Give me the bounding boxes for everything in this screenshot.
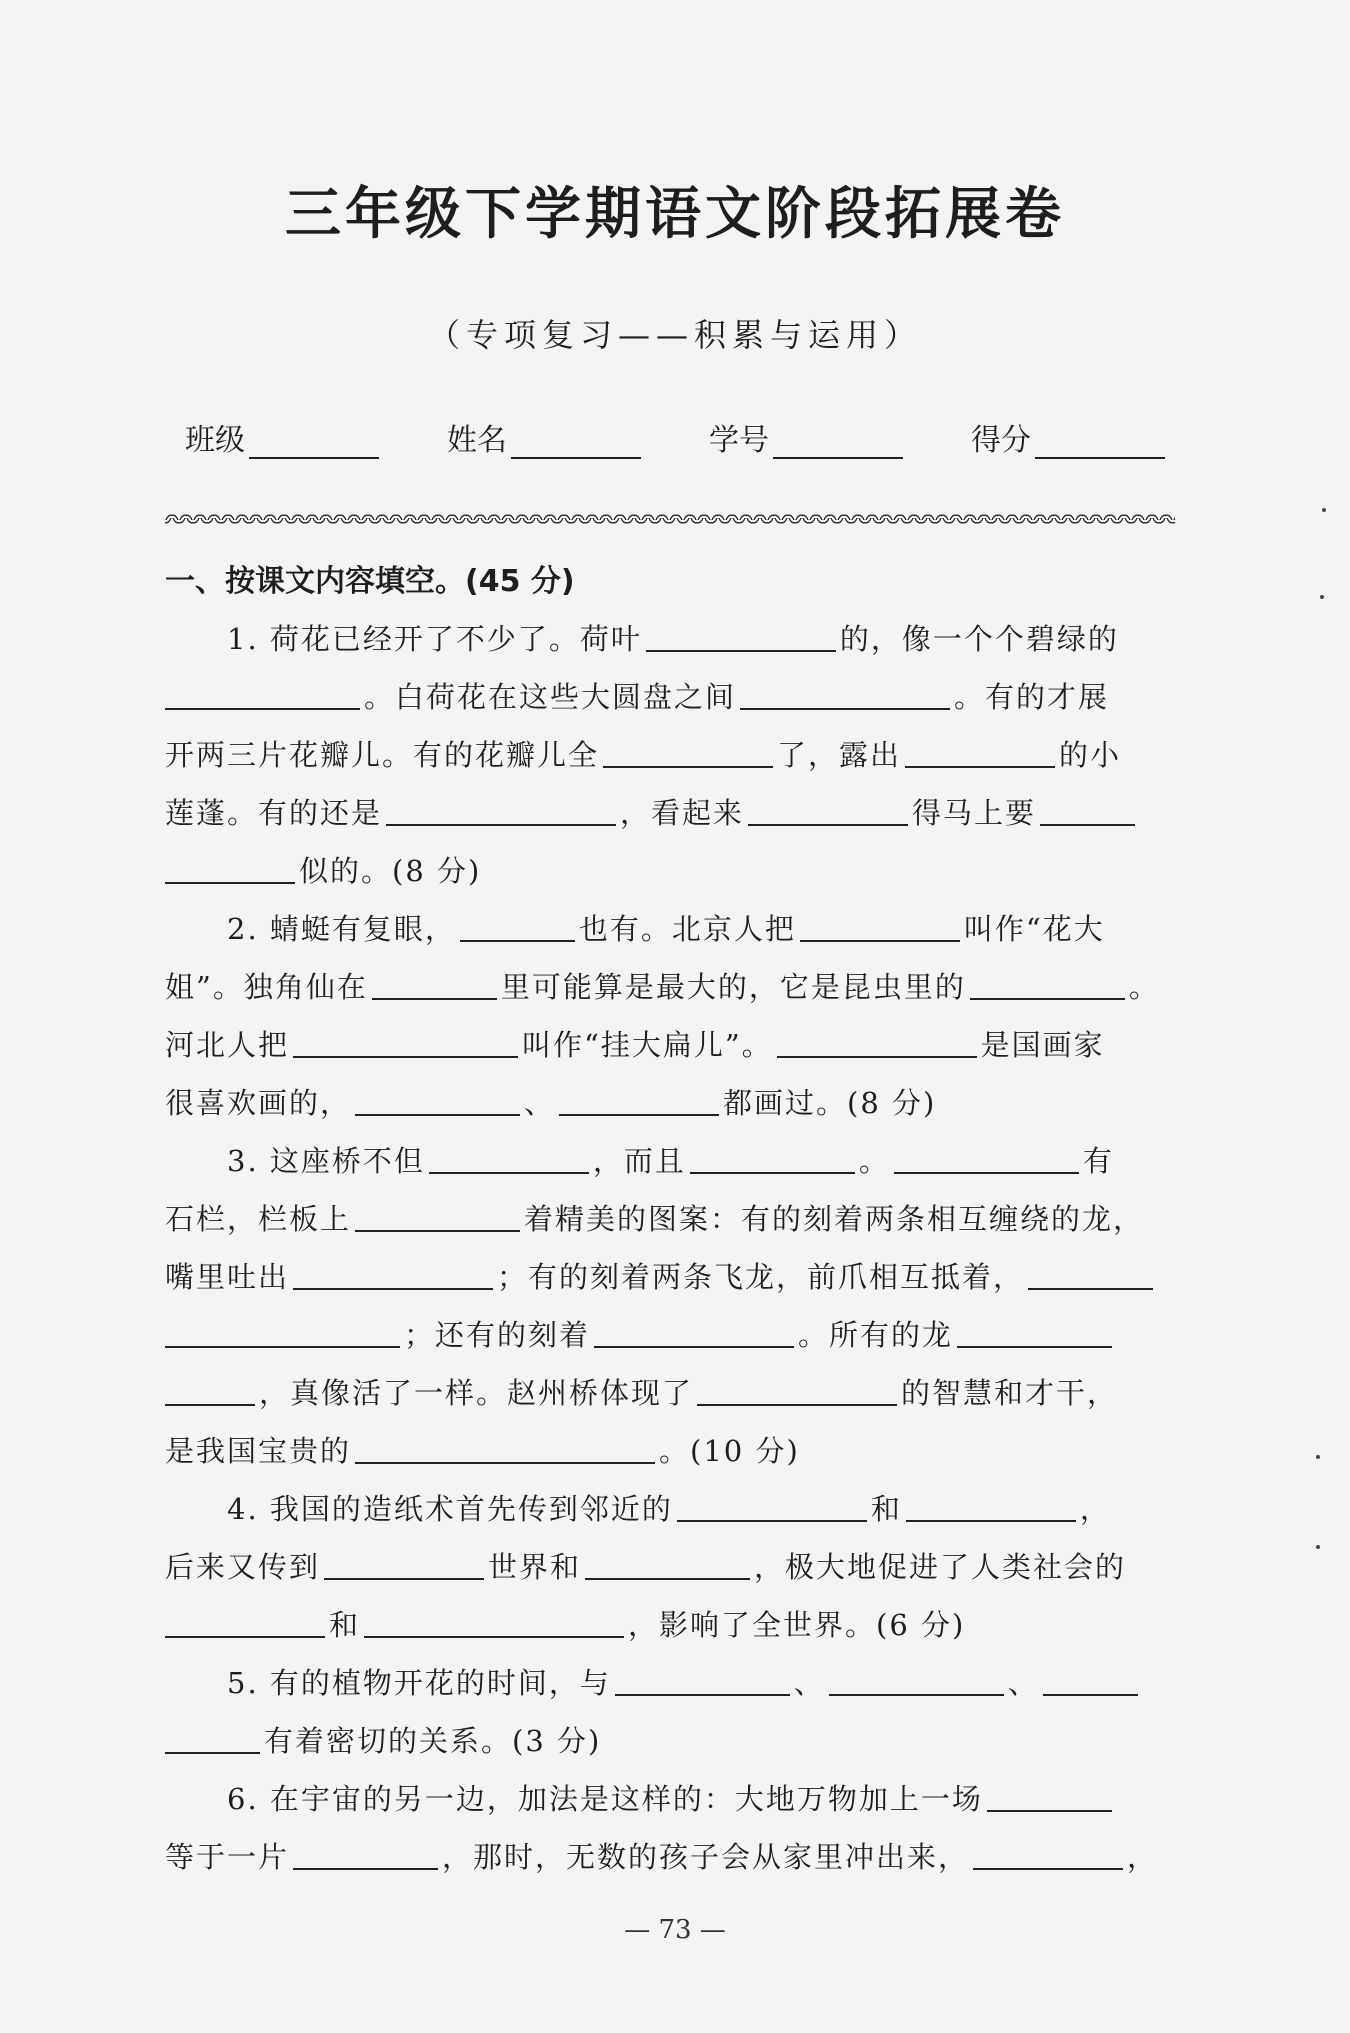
- answer-blank[interactable]: [646, 626, 836, 652]
- text-segment: 。有的才展: [954, 680, 1110, 714]
- answer-blank[interactable]: [165, 1728, 260, 1754]
- answer-blank[interactable]: [1040, 800, 1135, 826]
- text-segment: 的，像一个个碧绿的: [839, 622, 1119, 656]
- text-segment: ，: [1079, 1492, 1111, 1526]
- text-line: [165, 1712, 1175, 1770]
- text-segment: ，那时，无数的孩子会从家里冲出来，: [442, 1840, 970, 1874]
- score-field: [971, 415, 1165, 459]
- answer-blank[interactable]: [905, 742, 1055, 768]
- text-segment: ；还有的刻着: [404, 1318, 591, 1352]
- answer-blank[interactable]: [957, 1322, 1112, 1348]
- score-blank[interactable]: [1035, 427, 1165, 459]
- text-line: [165, 1480, 1175, 1538]
- answer-blank[interactable]: [585, 1554, 750, 1580]
- text-segment: 姐”。独角仙在: [165, 970, 368, 1004]
- answer-blank[interactable]: [894, 1148, 1079, 1174]
- answer-blank[interactable]: [970, 974, 1125, 1000]
- text-segment: ，极大地促进了人类社会的: [754, 1550, 1127, 1584]
- answer-blank[interactable]: [1028, 1264, 1153, 1290]
- text-segment: ，真像活了一样。赵州桥体现了: [259, 1376, 694, 1410]
- answer-blank[interactable]: [355, 1438, 655, 1464]
- answer-blank[interactable]: [829, 1670, 1004, 1696]
- text-segment: ，: [1127, 1840, 1159, 1874]
- text-line: [165, 1596, 1175, 1654]
- scan-speck: [1316, 1545, 1320, 1549]
- answer-blank[interactable]: [165, 684, 360, 710]
- question-body: [165, 610, 1175, 1886]
- text-line: [165, 1190, 1175, 1248]
- text-segment: 有: [1082, 1144, 1114, 1178]
- text-segment: 石栏，栏板上: [165, 1202, 352, 1236]
- text-segment: 着精美的图案：有的刻着两条相互缠绕的龙，: [524, 1202, 1145, 1236]
- answer-blank[interactable]: [615, 1670, 790, 1696]
- answer-blank[interactable]: [386, 800, 616, 826]
- text-line: [165, 1422, 1175, 1480]
- wavy-divider: [165, 512, 1175, 526]
- answer-blank[interactable]: [603, 742, 773, 768]
- score-label: 得分: [971, 423, 1031, 458]
- answer-blank[interactable]: [748, 800, 908, 826]
- text-segment: ，看起来: [620, 796, 745, 830]
- text-segment: 。白荷花在这些大圆盘之间: [364, 680, 737, 714]
- answer-blank[interactable]: [987, 1786, 1112, 1812]
- text-line: [165, 726, 1175, 784]
- class-field: [185, 415, 379, 459]
- text-segment: 。: [858, 1144, 890, 1178]
- text-segment: 莲蓬。有的还是: [165, 796, 383, 830]
- class-label: 班级: [185, 423, 245, 458]
- text-segment: 1. 荷花已经开了不少了。荷叶: [227, 622, 642, 656]
- answer-blank[interactable]: [355, 1206, 520, 1232]
- answer-blank[interactable]: [697, 1380, 897, 1406]
- answer-blank[interactable]: [293, 1264, 493, 1290]
- text-segment: 6. 在宇宙的另一边，加法是这样的：大地万物加上一场: [227, 1782, 983, 1816]
- text-segment: 也有。北京人把: [578, 912, 796, 946]
- answer-blank[interactable]: [777, 1032, 977, 1058]
- text-segment: ；有的刻着两条飞龙，前爪相互抵着，: [497, 1260, 1025, 1294]
- text-line: [165, 784, 1175, 842]
- text-line: [165, 842, 1175, 900]
- answer-blank[interactable]: [293, 1032, 518, 1058]
- answer-blank[interactable]: [355, 1090, 520, 1116]
- text-line: [165, 958, 1175, 1016]
- answer-blank[interactable]: [973, 1844, 1123, 1870]
- answer-blank[interactable]: [594, 1322, 794, 1348]
- answer-blank[interactable]: [165, 1612, 325, 1638]
- scan-speck: [1322, 508, 1326, 512]
- text-line: [165, 1248, 1175, 1306]
- text-line: [165, 1306, 1175, 1364]
- text-segment: ，影响了全世界。(6 分): [628, 1608, 966, 1642]
- answer-blank[interactable]: [906, 1496, 1076, 1522]
- page-subtitle: （专项复习——积累与运用）: [427, 316, 922, 354]
- text-segment: 等于一片: [165, 1840, 290, 1874]
- text-segment: 的小: [1059, 738, 1122, 772]
- text-segment: 有着密切的关系。(3 分): [264, 1724, 602, 1758]
- text-line: [165, 1828, 1175, 1886]
- answer-blank[interactable]: [460, 916, 575, 942]
- text-segment: 河北人把: [165, 1028, 290, 1062]
- text-segment: 得马上要: [912, 796, 1037, 830]
- text-line: [165, 1074, 1175, 1132]
- text-segment: 是国画家: [980, 1028, 1105, 1062]
- number-label: 学号: [709, 423, 769, 458]
- text-segment: 。: [1128, 970, 1160, 1004]
- text-segment: 了，露出: [777, 738, 902, 772]
- answer-blank[interactable]: [429, 1148, 589, 1174]
- text-segment: 是我国宝贵的: [165, 1434, 352, 1468]
- text-segment: 。(10 分): [659, 1434, 800, 1468]
- answer-blank[interactable]: [293, 1844, 438, 1870]
- answer-blank[interactable]: [324, 1554, 484, 1580]
- text-segment: 嘴里吐出: [165, 1260, 290, 1294]
- text-line: [165, 1654, 1175, 1712]
- text-segment: 和: [329, 1608, 361, 1642]
- text-line: [165, 1538, 1175, 1596]
- answer-blank[interactable]: [165, 858, 295, 884]
- text-line: [165, 668, 1175, 726]
- text-segment: 的智慧和才干，: [901, 1376, 1119, 1410]
- name-blank[interactable]: [511, 427, 641, 459]
- scan-speck: [1320, 595, 1324, 599]
- text-segment: 都画过。(8 分): [723, 1086, 937, 1120]
- text-segment: 和: [870, 1492, 902, 1526]
- number-field: [709, 415, 903, 459]
- text-line: [165, 1770, 1175, 1828]
- text-segment: 世界和: [488, 1550, 582, 1584]
- text-line: [165, 610, 1175, 668]
- text-line: [165, 1016, 1175, 1074]
- name-field: [447, 415, 641, 459]
- number-blank[interactable]: [773, 427, 903, 459]
- text-segment: 、: [524, 1086, 556, 1120]
- text-segment: 叫作“花大: [963, 912, 1105, 946]
- text-segment: 、: [1007, 1666, 1039, 1700]
- text-line: [165, 900, 1175, 958]
- answer-blank[interactable]: [165, 1322, 400, 1348]
- text-segment: 。所有的龙: [798, 1318, 954, 1352]
- text-segment: ，而且: [592, 1144, 686, 1178]
- text-segment: 里可能算是最大的，它是昆虫里的: [500, 970, 966, 1004]
- text-segment: 似的。(8 分): [299, 854, 482, 888]
- answer-blank[interactable]: [559, 1090, 719, 1116]
- text-segment: 2. 蜻蜓有复眼，: [227, 912, 456, 946]
- class-blank[interactable]: [249, 427, 379, 459]
- text-segment: 、: [793, 1666, 825, 1700]
- answer-blank[interactable]: [677, 1496, 867, 1522]
- text-segment: 开两三片花瓣儿。有的花瓣儿全: [165, 738, 600, 772]
- answer-blank[interactable]: [740, 684, 950, 710]
- answer-blank[interactable]: [165, 1380, 255, 1406]
- answer-blank[interactable]: [800, 916, 960, 942]
- text-segment: 3. 这座桥不但: [227, 1144, 425, 1178]
- name-label: 姓名: [447, 423, 507, 458]
- answer-blank[interactable]: [372, 974, 497, 1000]
- section-heading: 一、按课文内容填空。(45 分): [165, 564, 575, 599]
- text-line: [165, 1364, 1175, 1422]
- text-segment: 5. 有的植物开花的时间，与: [227, 1666, 611, 1700]
- text-segment: 很喜欢画的，: [165, 1086, 352, 1120]
- text-segment: 后来又传到: [165, 1550, 321, 1584]
- page-number: — 73 —: [624, 1915, 726, 1945]
- answer-blank[interactable]: [1043, 1670, 1138, 1696]
- answer-blank[interactable]: [364, 1612, 624, 1638]
- text-segment: 4. 我国的造纸术首先传到邻近的: [227, 1492, 673, 1526]
- page-title: 三年级下学期语文阶段拓展卷: [285, 182, 1065, 247]
- text-segment: 叫作“挂大扁儿”。: [522, 1028, 773, 1062]
- scan-speck: [1316, 1455, 1320, 1459]
- text-line: [165, 1132, 1175, 1190]
- answer-blank[interactable]: [690, 1148, 855, 1174]
- student-info-row: [185, 415, 1165, 459]
